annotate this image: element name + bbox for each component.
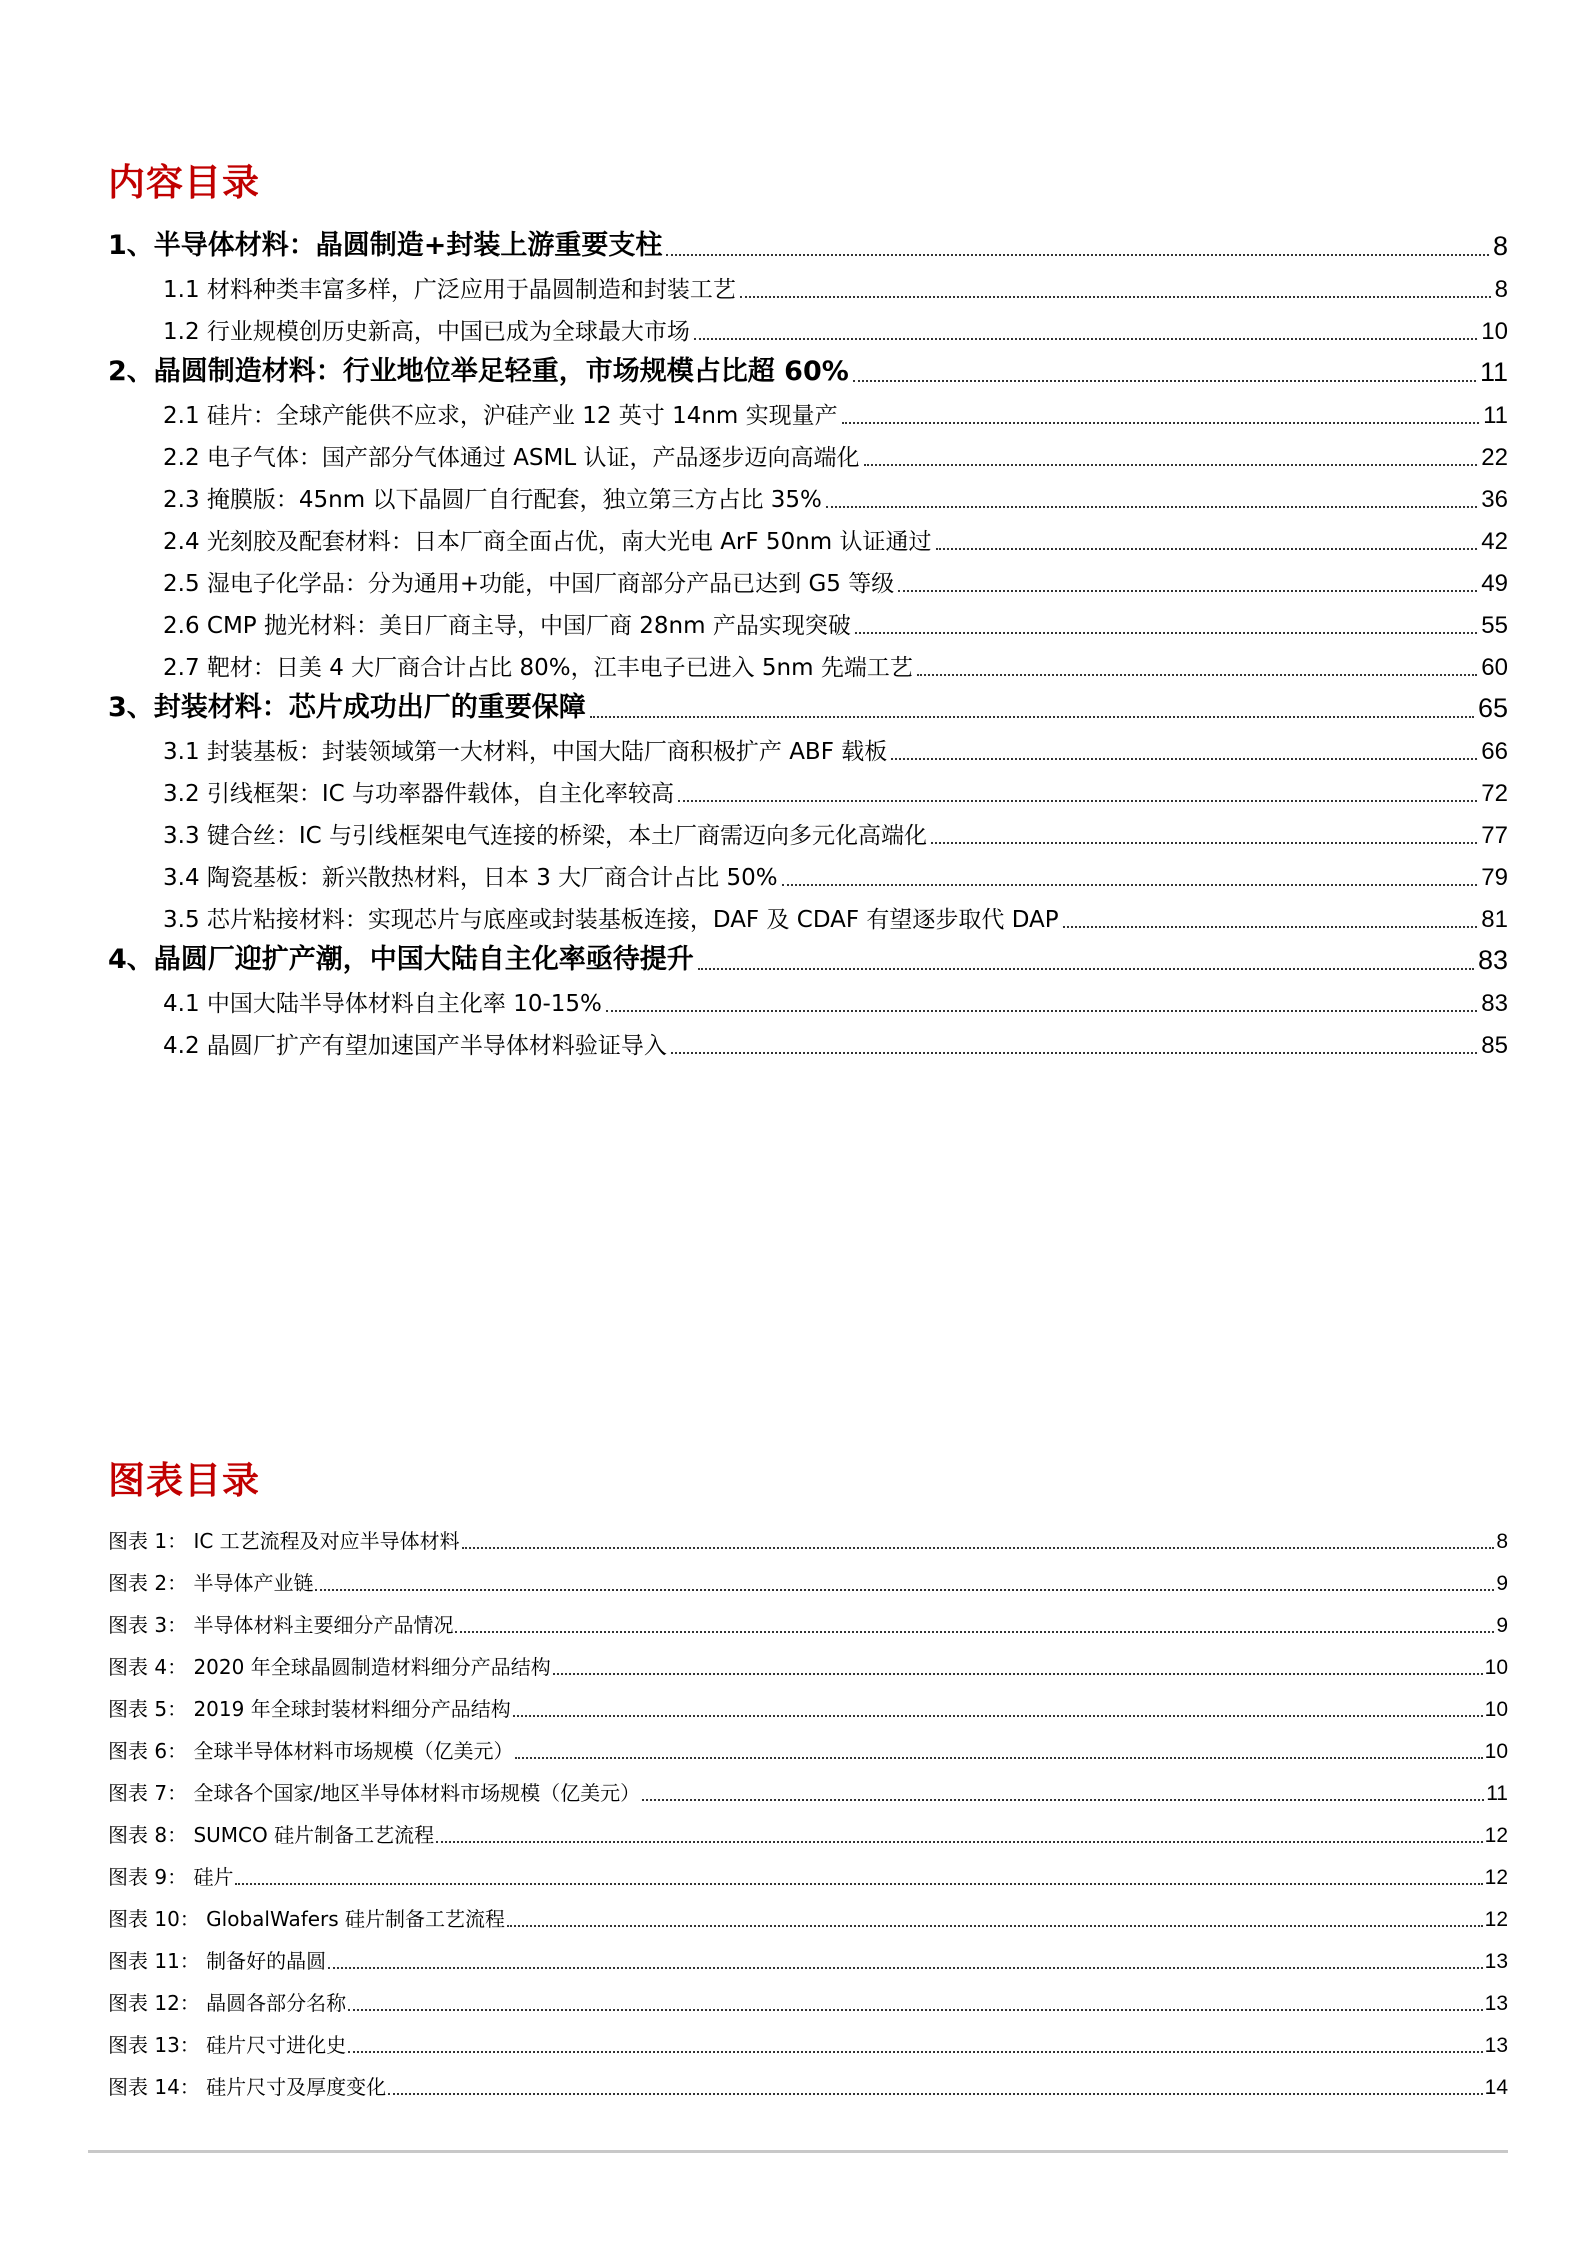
toc-entry-label: 3.2 引线框架：IC 与功率器件载体，自主化率较高 <box>163 775 676 808</box>
toc-entry-page: 83 <box>1477 945 1508 975</box>
figure-list-entry[interactable] <box>108 1596 1508 1638</box>
figure-entry-page: 9 <box>1496 1572 1508 1595</box>
toc-section-entry[interactable] <box>108 430 1508 472</box>
toc-entry-page: 79 <box>1481 864 1508 891</box>
dot-leader <box>507 1925 1483 1927</box>
toc-entry-label: 2.3 掩膜版：45nm 以下晶圆厂自行配套，独立第三方占比 35% <box>163 481 824 514</box>
dot-leader <box>666 254 1489 256</box>
dot-leader <box>678 800 1477 802</box>
figure-entry-label: 图表 1： IC 工艺流程及对应半导体材料 <box>108 1529 460 1553</box>
figure-list-entry[interactable] <box>108 2016 1508 2058</box>
figure-entry-label: 图表 12： 晶圆各部分名称 <box>108 1991 347 2015</box>
dot-leader <box>898 590 1477 592</box>
figure-entry-label: 图表 14： 硅片尺寸及厚度变化 <box>108 2075 387 2099</box>
toc-entry-label: 2.5 湿电子化学品：分为通用+功能，中国厂商部分产品已达到 G5 等级 <box>163 565 896 598</box>
figure-list-entry[interactable] <box>108 1554 1508 1596</box>
toc-entry-label: 3.3 键合丝：IC 与引线框架电气连接的桥梁，本土厂商需迈向多元化高端化 <box>163 817 929 850</box>
toc-entry-label: 3.4 陶瓷基板：新兴散热材料，日本 3 大厂商合计占比 50% <box>163 859 780 892</box>
dot-leader <box>348 2051 1482 2053</box>
figure-list-entry[interactable] <box>108 1806 1508 1848</box>
figure-entry-label: 图表 3： 半导体材料主要细分产品情况 <box>108 1613 454 1637</box>
figure-list-entry[interactable] <box>108 1890 1508 1932</box>
dot-leader <box>694 338 1477 340</box>
toc-entry-page: 65 <box>1477 693 1508 723</box>
figure-entry-label: 图表 7： 全球各个国家/地区半导体材料市场规模（亿美元） <box>108 1781 641 1805</box>
toc-entry-page: 83 <box>1481 990 1508 1017</box>
dot-leader <box>455 1631 1494 1633</box>
figure-list-entry[interactable] <box>108 1638 1508 1680</box>
toc-chapter-entry[interactable] <box>108 220 1508 262</box>
toc-entry-page: 8 <box>1494 276 1508 303</box>
toc-section-entry[interactable] <box>108 262 1508 304</box>
toc-entry-label: 2.6 CMP 抛光材料：美日厂商主导，中国厂商 28nm 产品实现突破 <box>163 607 853 640</box>
figure-entry-page: 12 <box>1484 1866 1508 1889</box>
toc-section-entry[interactable] <box>108 640 1508 682</box>
dot-leader <box>917 674 1477 676</box>
toc-section-entry[interactable] <box>108 808 1508 850</box>
toc-entry-page: 66 <box>1481 738 1508 765</box>
toc-entry-label: 4.1 中国大陆半导体材料自主化率 10-15% <box>163 985 604 1018</box>
toc-entry-page: 72 <box>1481 780 1508 807</box>
toc-entry-page: 77 <box>1481 822 1508 849</box>
dot-leader <box>698 968 1474 970</box>
figure-list-entry[interactable] <box>108 1848 1508 1890</box>
toc-entry-label: 1.1 材料种类丰富多样，广泛应用于晶圆制造和封装工艺 <box>163 271 738 304</box>
toc-section-entry[interactable] <box>108 304 1508 346</box>
dot-leader <box>782 884 1478 886</box>
dot-leader <box>515 1757 1482 1759</box>
figure-entry-page: 10 <box>1484 1698 1508 1721</box>
dot-leader <box>826 506 1477 508</box>
figure-list-entry[interactable] <box>108 1764 1508 1806</box>
figure-entry-page: 11 <box>1486 1782 1508 1805</box>
toc-entry-page: 22 <box>1481 444 1508 471</box>
dot-leader <box>553 1673 1483 1675</box>
figure-entry-label: 图表 9： 硅片 <box>108 1865 234 1889</box>
dot-leader <box>606 1010 1477 1012</box>
toc-section-entry[interactable] <box>108 892 1508 934</box>
figure-list-entry[interactable] <box>108 1974 1508 2016</box>
dot-leader <box>1063 926 1478 928</box>
toc-chapter-entry[interactable] <box>108 346 1508 388</box>
figure-list-entry[interactable] <box>108 1680 1508 1722</box>
toc-entry-page: 10 <box>1481 318 1508 345</box>
dot-leader <box>936 548 1478 550</box>
toc-section-entry[interactable] <box>108 766 1508 808</box>
toc-entry-label: 3.1 封装基板：封装领域第一大材料，中国大陆厂商积极扩产 ABF 载板 <box>163 733 889 766</box>
dot-leader <box>842 422 1479 424</box>
figure-entry-page: 8 <box>1496 1530 1508 1553</box>
toc-entry-page: 36 <box>1481 486 1508 513</box>
toc-entry-label: 1、半导体材料：晶圆制造+封装上游重要支柱 <box>108 223 664 262</box>
toc-entry-page: 11 <box>1479 357 1508 387</box>
figure-entry-label: 图表 5： 2019 年全球封装材料细分产品结构 <box>108 1697 511 1721</box>
figure-entry-page: 9 <box>1496 1614 1508 1637</box>
dot-leader <box>436 1841 1483 1843</box>
dot-leader <box>853 380 1476 382</box>
toc-entry-label: 4、晶圆厂迎扩产潮，中国大陆自主化率亟待提升 <box>108 937 696 976</box>
dot-leader <box>740 296 1491 298</box>
toc-entry-page: 42 <box>1481 528 1508 555</box>
dot-leader <box>328 1967 1482 1969</box>
table-of-contents <box>108 220 1508 1060</box>
toc-entry-label: 4.2 晶圆厂扩产有望加速国产半导体材料验证导入 <box>163 1027 669 1060</box>
toc-section-entry[interactable] <box>108 724 1508 766</box>
figure-entry-label: 图表 11： 制备好的晶圆 <box>108 1949 327 1973</box>
dot-leader <box>671 1052 1477 1054</box>
dot-leader <box>513 1715 1483 1717</box>
figure-entry-page: 10 <box>1484 1656 1508 1679</box>
toc-section-entry[interactable] <box>108 556 1508 598</box>
figure-entry-page: 12 <box>1484 1908 1508 1931</box>
toc-entry-page: 60 <box>1481 654 1508 681</box>
toc-title: 内容目录 <box>108 161 260 204</box>
toc-entry-label: 2.2 电子气体：国产部分气体通过 ASML 认证，产品逐步迈向高端化 <box>163 439 862 472</box>
toc-entry-page: 11 <box>1483 402 1508 429</box>
figure-entry-page: 12 <box>1484 1824 1508 1847</box>
figure-entry-label: 图表 10： GlobalWafers 硅片制备工艺流程 <box>108 1907 506 1931</box>
figure-entry-page: 13 <box>1484 1992 1508 2015</box>
toc-section-entry[interactable] <box>108 976 1508 1018</box>
figure-entry-label: 图表 8： SUMCO 硅片制备工艺流程 <box>108 1823 435 1847</box>
toc-entry-label: 3.5 芯片粘接材料：实现芯片与底座或封装基板连接，DAF 及 CDAF 有望逐步取代 DAP <box>163 901 1061 934</box>
dot-leader <box>891 758 1477 760</box>
figure-list <box>108 1512 1508 2100</box>
figure-entry-page: 13 <box>1484 1950 1508 1973</box>
toc-chapter-entry[interactable] <box>108 682 1508 724</box>
figure-list-entry[interactable] <box>108 1932 1508 1974</box>
dot-leader <box>348 2009 1482 2011</box>
toc-entry-page: 8 <box>1492 231 1508 261</box>
figure-entry-label: 图表 4： 2020 年全球晶圆制造材料细分产品结构 <box>108 1655 551 1679</box>
figure-list-title: 图表目录 <box>108 1459 260 1502</box>
figure-entry-label: 图表 13： 硅片尺寸进化史 <box>108 2033 347 2057</box>
toc-entry-label: 2、晶圆制造材料：行业地位举足轻重，市场规模占比超 60% <box>108 349 851 388</box>
toc-entry-page: 55 <box>1481 612 1508 639</box>
toc-entry-page: 85 <box>1481 1032 1508 1059</box>
toc-entry-label: 2.7 靶材：日美 4 大厂商合计占比 80%，江丰电子已进入 5nm 先端工艺 <box>163 649 915 682</box>
toc-chapter-entry[interactable] <box>108 934 1508 976</box>
toc-entry-label: 2.4 光刻胶及配套材料：日本厂商全面占优，南大光电 ArF 50nm 认证通过 <box>163 523 934 556</box>
dot-leader <box>855 632 1477 634</box>
figure-entry-page: 10 <box>1484 1740 1508 1763</box>
dot-leader <box>388 2093 1482 2095</box>
figure-entry-page: 13 <box>1484 2034 1508 2057</box>
dot-leader <box>864 464 1478 466</box>
toc-section-entry[interactable] <box>108 598 1508 640</box>
dot-leader <box>642 1799 1484 1801</box>
toc-section-entry[interactable] <box>108 850 1508 892</box>
footer-divider <box>88 2150 1508 2153</box>
figure-entry-page: 14 <box>1484 2076 1508 2099</box>
dot-leader <box>462 1547 1495 1549</box>
figure-entry-label: 图表 2： 半导体产业链 <box>108 1571 314 1595</box>
figure-list-entry[interactable] <box>108 2058 1508 2100</box>
dot-leader <box>315 1589 1494 1591</box>
toc-section-entry[interactable] <box>108 514 1508 556</box>
toc-entry-page: 81 <box>1481 906 1508 933</box>
toc-section-entry[interactable] <box>108 1018 1508 1060</box>
dot-leader <box>931 842 1477 844</box>
figure-list-entry[interactable] <box>108 1512 1508 1554</box>
figure-list-entry[interactable] <box>108 1722 1508 1764</box>
toc-entry-label: 2.1 硅片：全球产能供不应求，沪硅产业 12 英寸 14nm 实现量产 <box>163 397 840 430</box>
toc-section-entry[interactable] <box>108 388 1508 430</box>
toc-entry-label: 1.2 行业规模创历史新高，中国已成为全球最大市场 <box>163 313 692 346</box>
figure-entry-label: 图表 6： 全球半导体材料市场规模（亿美元） <box>108 1739 514 1763</box>
toc-section-entry[interactable] <box>108 472 1508 514</box>
toc-entry-label: 3、封装材料：芯片成功出厂的重要保障 <box>108 685 588 724</box>
toc-entry-page: 49 <box>1481 570 1508 597</box>
dot-leader <box>590 716 1474 718</box>
dot-leader <box>235 1883 1482 1885</box>
